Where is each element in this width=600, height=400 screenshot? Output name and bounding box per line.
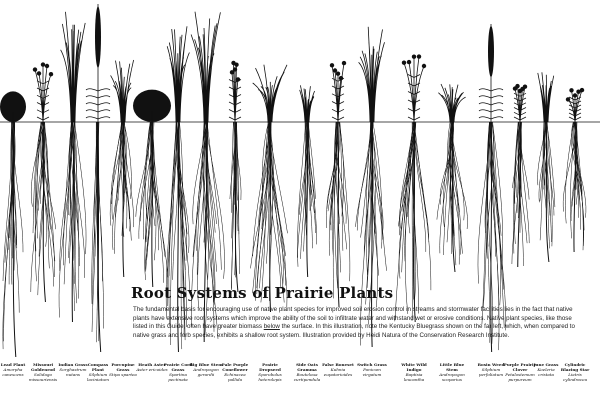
plant-label-prairie-dropseed [253, 363, 287, 383]
plant-scientific-name: Bouteloua curtipendula [293, 371, 321, 382]
plant-scientific-name: Solidago missouriensis [28, 371, 58, 382]
plant-label-missouri-goldenrod [26, 363, 60, 383]
plant-scientific-name: Aster ericoides [136, 366, 168, 372]
plant-scientific-name: Baptisia leucantha [403, 371, 425, 382]
plant-common-name: June Grass [533, 362, 559, 367]
plant-common-name: Prairie Dropseed [259, 362, 281, 372]
page-title: Root Systems of Prairie Plants [131, 284, 394, 302]
description-emphasis: below [263, 323, 280, 330]
plant-scientific-name: Koeleria cristata [537, 366, 555, 377]
plant-common-name: Side Oats Gramma [296, 362, 318, 372]
plant-common-name: Little Blue Stem [439, 362, 465, 372]
plant-common-name: Heath Aster [138, 362, 166, 367]
plant-common-name: Missouri Goldenrod [31, 362, 55, 372]
plant-label-cylindric-blazing-star [558, 363, 592, 383]
plant-label-little-blue-stem [435, 363, 469, 383]
plant-scientific-name: Silphium laciniatum [87, 371, 109, 382]
plant-scientific-name: Andropogon scoparius [439, 371, 465, 382]
plant-common-name: Switch Grass [357, 362, 387, 367]
plant-common-name: Compass Plant [87, 362, 109, 372]
plant-common-name: Pale Purple Coneflower [221, 362, 249, 372]
plant-scientific-name: Liatris cylindracea [562, 371, 588, 382]
plant-common-name: Porcupine Grass [111, 362, 135, 372]
plant-label-white-wild-indigo [397, 363, 431, 383]
plant-scientific-name: Echinacea pallida [224, 371, 246, 382]
description-part-1: The fundamental basis for encouraging use of native plant species for improved soil erosion control in streams and stormwater facilities lies in the fact that native plants have extensive root systems which improve the ability of the soil to infiltrate water and withstand wet or erosive conditions. Native plant species, like those listed in this Guide, often have greater biomass [133, 306, 573, 330]
plant-scientific-name: Panicum virgatum [362, 366, 382, 377]
plant-common-name: Purple Prairie Clover [503, 362, 537, 372]
plant-common-name: Lead Plant [0, 362, 26, 367]
plant-common-name: Cylindric Blazing Star [560, 362, 590, 372]
plant-common-name: False Boneset [322, 362, 354, 367]
plant-scientific-name: Spartina pectinata [168, 371, 188, 382]
plant-scientific-name: Andropogon gerardii [193, 366, 219, 377]
plant-scientific-name: Sporobolus heterolepis [258, 371, 282, 382]
plant-label-switch-grass [355, 363, 389, 378]
plant-label-pale-purple-coneflower [218, 363, 252, 383]
plant-scientific-name: Kuhnia eupatorioides [323, 366, 353, 377]
plant-common-name: White Wild Indigo [401, 362, 427, 372]
description-part-3: the surface. In this illustration, note the Kentucky Bluegrass shown on the far left, which, when compared to native grass and forb species, exhibits a shallow root system. Illustration provided by Heidi Natura of the Conservation Research Institute. [133, 323, 575, 339]
plant-scientific-name: Silphium perfoliatum [478, 366, 504, 377]
plant-scientific-name: Amorpha canescens [2, 366, 24, 377]
plant-common-name: Indian Grass [58, 362, 88, 367]
plant-common-name: Big Blue Stem [189, 362, 223, 367]
plant-scientific-name: Sorghastrum nutans [59, 366, 87, 377]
plant-label-side-oats-gramma [290, 363, 324, 383]
plant-scientific-name: Petalostemum purpureum [505, 371, 535, 382]
plant-common-name: Rosin Weed [477, 362, 505, 367]
plant-scientific-name: Stipa spartea [109, 371, 137, 377]
plant-label-false-boneset [321, 363, 355, 378]
plant-common-name: Prairie Cord Grass [163, 362, 193, 372]
